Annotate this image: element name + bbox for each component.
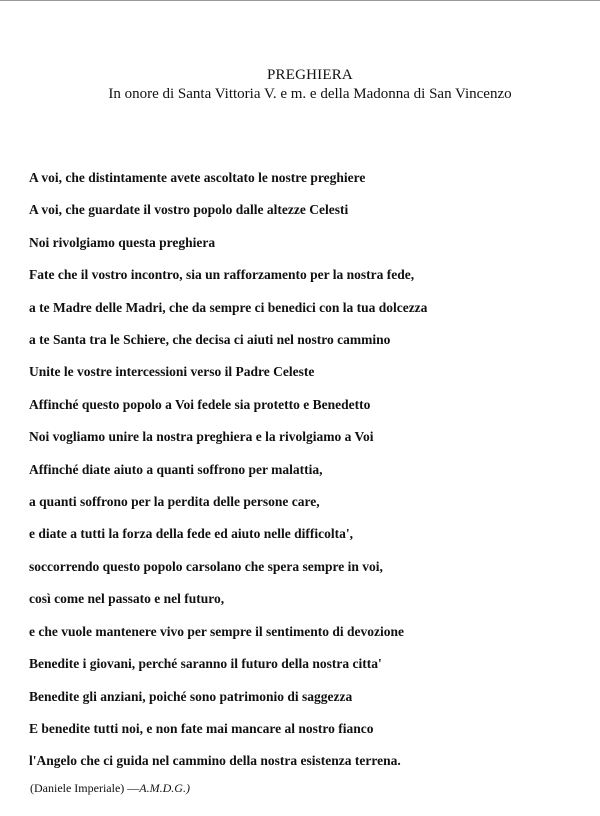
verse-line: così come nel passato e nel futuro,: [29, 591, 225, 607]
verse-line: A voi, che distintamente avete ascoltato le nostre preghiere: [29, 170, 366, 185]
document-header: [0, 66, 600, 104]
verse-line: a quanti soffrono per la perdita delle persone care,: [29, 494, 320, 510]
verse-line: Affinché questo popolo a Voi fedele sia protetto e Benedetto: [29, 396, 371, 412]
verse-line: e diate a tutti la forza della fede ed aiuto nelle difficolta',: [29, 526, 353, 542]
prayer-verses: [29, 162, 589, 778]
signature: [30, 781, 190, 796]
verse-line: E benedite tutti noi, e non fate mai mancare al nostro fianco: [29, 720, 374, 736]
verse-line: l'Angelo che ci guida nel cammino della nostra esistenza terrena.: [29, 753, 401, 769]
verse-line: Noi vogliamo unire la nostra preghiera e la rivolgiamo a Voi: [29, 429, 374, 445]
verse-line: Benedite gli anziani, poiché sono patrimonio di saggezza: [29, 688, 353, 704]
verse-line: soccorrendo questo popolo carsolano che spera sempre in voi,: [29, 558, 383, 574]
document-title: PREGHIERA: [267, 67, 353, 83]
verse-line: Fate che il vostro incontro, sia un rafforzamento per la nostra fede,: [29, 267, 415, 283]
verse-line: a te Madre delle Madri, che da sempre ci benedici con la tua dolcezza: [29, 299, 428, 315]
verse-line: a te Santa tra le Schiere, che decisa ci aiuti nel nostro cammino: [29, 332, 391, 348]
document-subtitle: In onore di Santa Vittoria V. e m. e della Madonna di San Vincenzo: [108, 86, 512, 102]
verse-line: Benedite i giovani, perché saranno il futuro della nostra citta': [29, 656, 382, 672]
page-top-edge: [0, 0, 600, 1]
verse-line: Unite le vostre intercessioni verso il Padre Celeste: [29, 364, 315, 380]
verse-line: e che vuole mantenere vivo per sempre il sentimento di devozione: [29, 623, 404, 639]
signature-author: (Daniele Imperiale) —: [30, 781, 140, 795]
signature-motto: A.M.D.G.): [139, 781, 190, 795]
verse-line: A voi, che guardate il vostro popolo dalle altezze Celesti: [29, 202, 349, 218]
verse-line: Affinché diate aiuto a quanti soffrono per malattia,: [29, 461, 323, 477]
verse-line: Noi rivolgiamo questa preghiera: [29, 234, 216, 250]
